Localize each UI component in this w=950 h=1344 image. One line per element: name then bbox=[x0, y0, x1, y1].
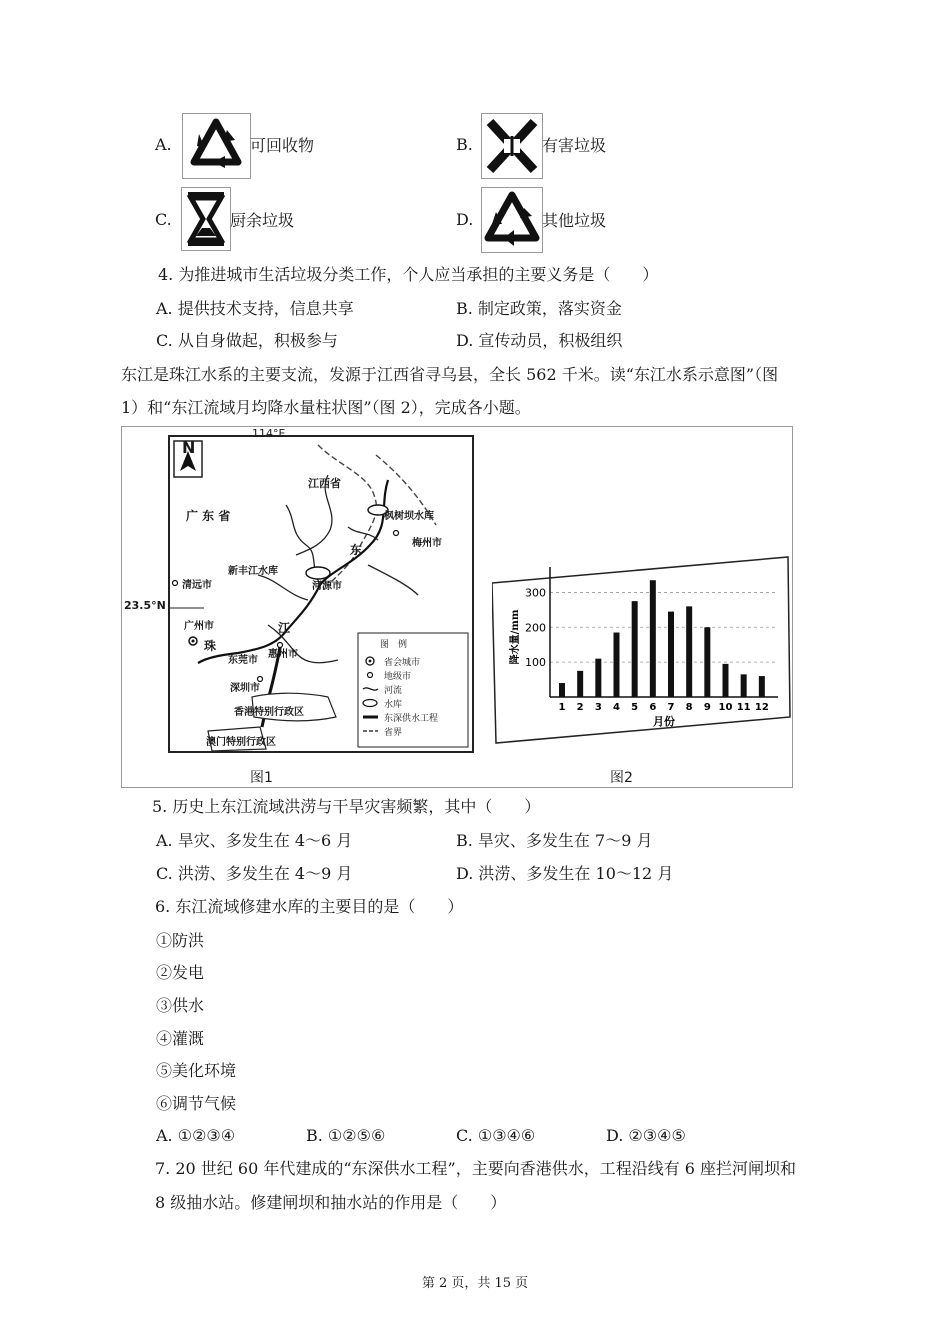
map-label-jiangxi: 江西省 bbox=[308, 477, 341, 490]
q6-item: ②发电 bbox=[156, 963, 205, 982]
q4-option-b: B. 制定政策，落实资金 bbox=[456, 299, 622, 318]
bar-month-1 bbox=[559, 683, 565, 697]
map-label-xinfengjiang: 新丰江水库 bbox=[228, 566, 278, 577]
bar-month-4 bbox=[614, 633, 620, 697]
page-footer: 第 2 页，共 15 页 bbox=[421, 1276, 529, 1291]
x-tick-label: 11 bbox=[736, 702, 751, 713]
x-axis-label: 月份 bbox=[653, 715, 675, 728]
legend-item: 水库 bbox=[384, 700, 403, 710]
legend-item: 地级市 bbox=[384, 672, 412, 682]
q6-item: ⑤美化环境 bbox=[156, 1061, 237, 1080]
figure-frame bbox=[121, 426, 793, 788]
bar-month-11 bbox=[741, 674, 747, 697]
q6-item: ④灌溉 bbox=[156, 1029, 205, 1048]
q7-line-1: 7. 20 世纪 60 年代建成的“东深供水工程”，主要向香港供水，工程沿线有 6 座拦河闸坝和 bbox=[155, 1159, 797, 1178]
q3-option-c-label: 厨余垃圾 bbox=[230, 211, 295, 230]
q5-option-a: A. 旱灾、多发生在 4～6 月 bbox=[156, 831, 353, 850]
q3-option-b-letter: B. bbox=[456, 135, 473, 154]
map-label-dong: 东 bbox=[350, 543, 363, 557]
map-label-macao: 澳门特别行政区 bbox=[206, 737, 276, 748]
map-label-zhu: 珠 bbox=[204, 639, 217, 653]
q3-option-a-label: 可回收物 bbox=[250, 136, 315, 155]
q6-option-c: C. ①③④⑥ bbox=[456, 1126, 536, 1145]
x-tick-label: 3 bbox=[594, 702, 602, 713]
bar-month-5 bbox=[632, 601, 638, 697]
q6-item: ①防洪 bbox=[156, 931, 205, 950]
x-tick-label: 12 bbox=[754, 702, 769, 713]
bar-month-7 bbox=[668, 612, 674, 697]
x-tick-label: 8 bbox=[685, 702, 693, 713]
map-label-meizhou: 梅州市 bbox=[412, 538, 442, 549]
x-tick-label: 5 bbox=[631, 702, 639, 713]
x-tick-label: 1 bbox=[558, 702, 566, 713]
legend-title: 图 例 bbox=[380, 640, 408, 650]
bar-month-3 bbox=[595, 659, 601, 697]
q4-option-a: A. 提供技术支持，信息共享 bbox=[156, 299, 354, 318]
bar-month-12 bbox=[759, 676, 765, 697]
q6-option-d: D. ②③④⑤ bbox=[606, 1126, 686, 1145]
map-label-guangzhou: 广州市 bbox=[184, 621, 214, 632]
bar-month-9 bbox=[704, 627, 710, 697]
q4-option-c: C. 从自身做起，积极参与 bbox=[156, 331, 338, 350]
figure-2-caption: 图2 bbox=[610, 770, 633, 786]
q6-item: ③供水 bbox=[156, 996, 205, 1015]
q3-option-d-label: 其他垃圾 bbox=[542, 211, 607, 230]
q3-option-c-letter: C. bbox=[155, 210, 172, 229]
x-tick-label: 7 bbox=[667, 702, 675, 713]
x-tick-label: 2 bbox=[576, 702, 584, 713]
recycle-icon bbox=[182, 113, 251, 179]
map-label-hk: 香港特别行政区 bbox=[234, 707, 304, 718]
x-tick-label: 10 bbox=[718, 702, 733, 713]
map-label-qingyuan: 清远市 bbox=[182, 580, 212, 591]
q6-option-b: B. ①②⑤⑥ bbox=[306, 1126, 386, 1145]
legend-item: 河流 bbox=[384, 686, 403, 696]
latitude-label: 23.5°N bbox=[124, 599, 166, 612]
x-tick-label: 9 bbox=[703, 702, 711, 713]
q6-stem: 6. 东江流域修建水库的主要目的是（ ） bbox=[155, 897, 464, 916]
map-label-heyuan: 河源市 bbox=[312, 581, 342, 592]
other-waste-icon bbox=[481, 187, 543, 253]
intro-line-2: 1）和“东江流域月均降水量柱状图”（图 2），完成各小题。 bbox=[121, 398, 531, 417]
q5-option-b: B. 旱灾、多发生在 7～9 月 bbox=[456, 831, 653, 850]
bar-month-10 bbox=[723, 664, 729, 697]
q6-option-a: A. ①②③④ bbox=[156, 1126, 236, 1145]
bar-month-8 bbox=[686, 606, 692, 697]
map-label-dongguan: 东莞市 bbox=[228, 655, 258, 666]
bar-month-2 bbox=[577, 671, 583, 697]
y-tick-label: 100 bbox=[525, 656, 546, 670]
precipitation-chart bbox=[492, 555, 792, 745]
longitude-label: 114°E bbox=[252, 427, 286, 440]
q3-option-d-letter: D. bbox=[456, 210, 474, 229]
q4-stem: 4. 为推进城市生活垃圾分类工作，个人应当承担的主要义务是（ ） bbox=[158, 265, 659, 284]
map-label-guangdong: 广 东 省 bbox=[186, 509, 231, 523]
hazard-icon bbox=[481, 113, 543, 179]
bar-month-6 bbox=[650, 580, 656, 697]
map-label-jiang: 江 bbox=[278, 621, 291, 635]
legend-item: 省会城市 bbox=[384, 658, 421, 668]
figure-1-caption: 图1 bbox=[250, 770, 273, 786]
y-tick-label: 200 bbox=[525, 621, 546, 635]
intro-line-1: 东江是珠江水系的主要支流，发源于江西省寻乌县，全长 562 千米。读“东江水系示意图”（图 bbox=[121, 365, 779, 384]
q4-option-d: D. 宣传动员，积极组织 bbox=[456, 331, 623, 350]
legend-item: 东深供水工程 bbox=[384, 714, 439, 724]
q5-option-c: C. 洪涝、多发生在 4～9 月 bbox=[156, 864, 353, 883]
x-tick-label: 4 bbox=[613, 702, 620, 713]
q6-item: ⑥调节气候 bbox=[156, 1094, 237, 1113]
q7-line-2: 8 级抽水站。修建闸坝和抽水站的作用是（ ） bbox=[155, 1193, 507, 1212]
y-tick-label: 300 bbox=[525, 586, 546, 600]
map-label-huizhou: 惠州市 bbox=[268, 649, 298, 660]
hourglass-icon bbox=[181, 187, 231, 251]
q5-stem: 5. 历史上东江流域洪涝与干旱灾害频繁，其中（ ） bbox=[152, 797, 541, 816]
y-axis-label: 降水量/mm bbox=[510, 609, 521, 665]
north-arrow-label: N bbox=[182, 438, 196, 457]
legend-item: 省界 bbox=[384, 728, 403, 738]
map-label-fengshuba: 枫树坝水库 bbox=[384, 511, 434, 522]
q3-option-a-letter: A. bbox=[155, 135, 172, 154]
q3-option-b-label: 有害垃圾 bbox=[542, 136, 607, 155]
q5-option-d: D. 洪涝、多发生在 10～12 月 bbox=[456, 864, 674, 883]
x-tick-label: 6 bbox=[649, 702, 657, 713]
map-label-shenzhen: 深圳市 bbox=[230, 683, 260, 694]
